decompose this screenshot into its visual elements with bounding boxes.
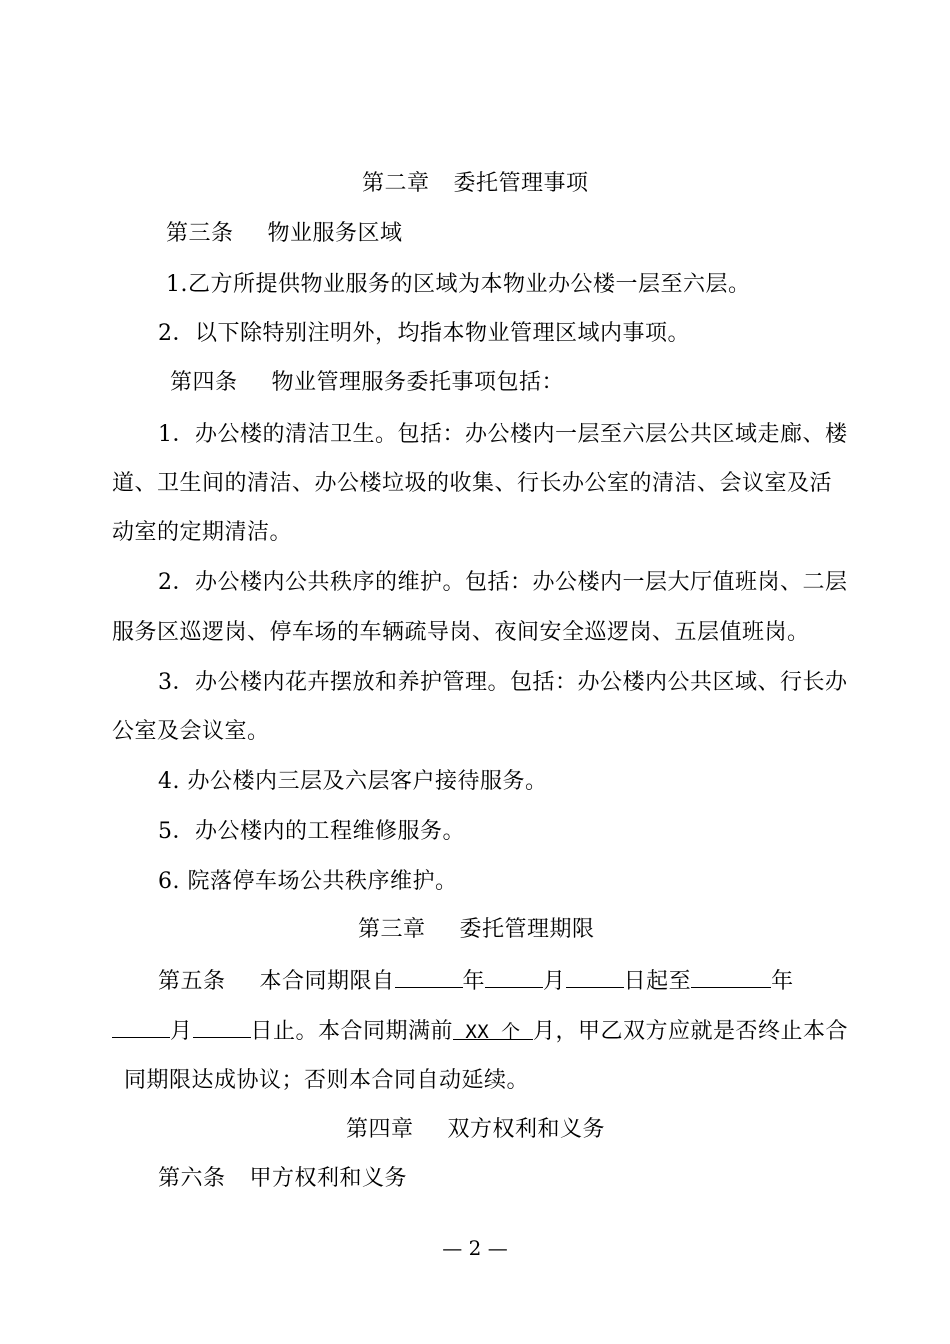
- chapter-title: 双方权利和义务: [447, 1117, 606, 1142]
- article-title: 甲方权利和义务: [249, 1166, 408, 1191]
- item-1-line-3: 动室的定期清洁。: [112, 520, 293, 545]
- month-label-2: 月: [170, 1019, 193, 1044]
- item-4: 4. 办公楼内三层及六层客户接待服务。: [158, 769, 548, 794]
- article-label: 第四条: [170, 370, 238, 395]
- item-1-line-2: 道、卫生间的清洁、办公楼垃圾的收集、行长办公室的清洁、会议室及活: [112, 471, 833, 496]
- period-blank[interactable]: XX 个: [453, 1017, 533, 1040]
- article-6-heading: [158, 1164, 407, 1194]
- item-2-line-2: 服务区巡逻岗、停车场的车辆疏导岗、夜间安全巡逻岗、五层值班岗。: [112, 620, 810, 645]
- start-month-blank[interactable]: [485, 965, 543, 988]
- article-label: 第五条: [158, 969, 226, 994]
- article-5-line-1: [158, 965, 794, 997]
- year-label-2: 年: [771, 969, 794, 994]
- start-year-blank[interactable]: [395, 965, 463, 988]
- start-day-blank[interactable]: [566, 965, 624, 988]
- item-6: 6. 院落停车场公共秩序维护。: [158, 869, 458, 894]
- chapter-number: 第二章: [362, 171, 430, 196]
- article-5-lead: 本合同期限自: [259, 969, 395, 994]
- chapter-2-heading: [362, 169, 589, 199]
- article-title: 物业服务区域: [267, 221, 403, 246]
- after-text: 月，甲乙双方应就是否终止本合: [533, 1019, 849, 1044]
- page-number: — 2 —: [442, 1236, 508, 1260]
- year-label: 年: [462, 969, 486, 994]
- chapter-number: 第四章: [346, 1117, 414, 1142]
- chapter-title: 委托管理事项: [453, 171, 589, 196]
- item-2-line-1: 2．办公楼内公共秩序的维护。包括：办公楼内一层大厅值班岗、二层: [158, 570, 848, 595]
- item-3-line-1: 3．办公楼内花卉摆放和养护管理。包括：办公楼内公共区域、行长办: [158, 670, 848, 695]
- item-3-line-2: 公室及会议室。: [112, 719, 270, 744]
- article-title: 物业管理服务委托事项包括：: [271, 370, 565, 395]
- article-3-item-1: 1.乙方所提供物业服务的区域为本物业办公楼一层至六层。: [166, 272, 751, 297]
- article-label: 第六条: [158, 1166, 226, 1191]
- article-label: 第三条: [166, 221, 234, 246]
- end-month-blank[interactable]: [112, 1015, 170, 1038]
- item-5: 5．办公楼内的工程维修服务。: [158, 819, 465, 844]
- chapter-number: 第三章: [358, 917, 426, 942]
- item-1-line-1: 1．办公楼的清洁卫生。包括：办公楼内一层至六层公共区域走廊、楼: [158, 422, 848, 447]
- article-3-item-2: 2．以下除特别注明外，均指本物业管理区域内事项。: [158, 321, 690, 346]
- article-4-heading: [170, 368, 564, 398]
- article-5-line-3: 同期限达成协议；否则本合同自动延续。: [124, 1068, 530, 1093]
- end-day-blank[interactable]: [193, 1015, 251, 1038]
- article-5-line-2: [112, 1015, 848, 1047]
- month-label: 月: [543, 969, 566, 994]
- day-label: 日起至: [623, 969, 692, 994]
- end-text: 日止。本合同期满前: [250, 1019, 454, 1044]
- end-year-blank[interactable]: [691, 965, 771, 988]
- chapter-3-heading: [358, 915, 595, 945]
- article-3-heading: [166, 219, 403, 249]
- chapter-title: 委托管理期限: [459, 917, 595, 942]
- chapter-4-heading: [346, 1115, 605, 1145]
